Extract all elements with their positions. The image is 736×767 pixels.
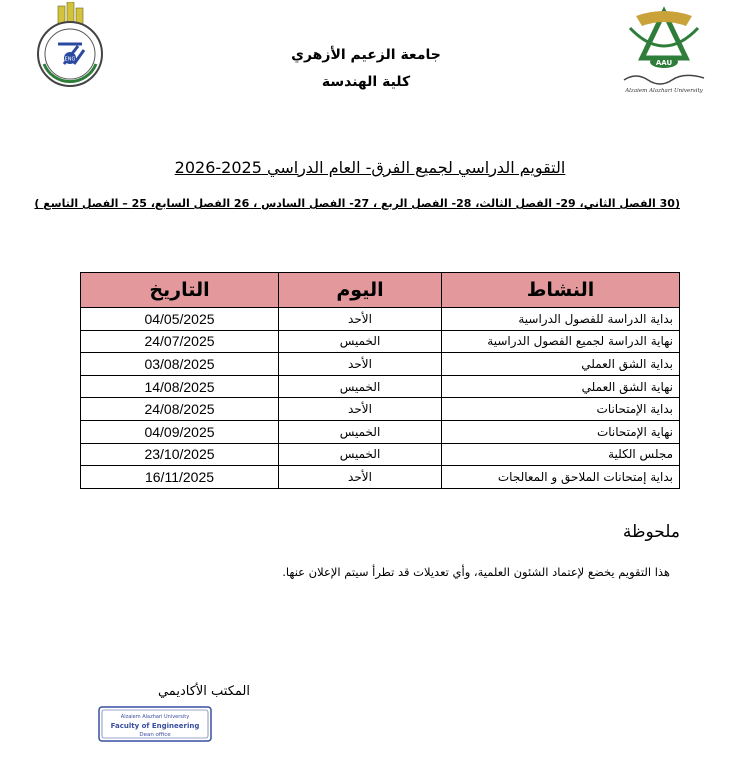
row-activity: بداية الدراسة للفصول الدراسية [442, 308, 680, 331]
row-date: 24/08/2025 [81, 398, 279, 421]
row-date: 04/05/2025 [81, 308, 279, 331]
row-day: الأحد [279, 308, 442, 331]
table-row [81, 398, 680, 421]
row-activity: مجلس الكلية [442, 443, 680, 466]
table-row [81, 330, 680, 353]
table-row [81, 353, 680, 376]
faculty-logo [34, 2, 106, 92]
university-logo [616, 6, 712, 96]
row-activity: نهاية الإمتحانات [442, 420, 680, 443]
note-title: ملحوظة [622, 522, 680, 542]
row-activity: نهاية الشق العملي [442, 375, 680, 398]
svg-text:Alzaiem Alazhari University: Alzaiem Alazhari University [625, 88, 703, 94]
row-day: الخميس [279, 330, 442, 353]
row-day: الأحد [279, 353, 442, 376]
header-day: اليوم [279, 273, 442, 308]
table-row [81, 420, 680, 443]
svg-text:Faculty of Engineering: Faculty of Engineering [110, 722, 200, 730]
svg-text:ENG: ENG [64, 56, 76, 63]
calendar-subtitle: (30 الفصل الثاني، 29- الفصل الثالث، 28- الفصل الربع ، 27- الفصل السادس ، 26 الفصل السابع، 25 – الفصل التاسع ) [34, 197, 680, 210]
schedule-table [80, 272, 680, 489]
row-activity: بداية الشق العملي [442, 353, 680, 376]
row-activity: بداية الإمتحانات [442, 398, 680, 421]
header-activity: النشاط [442, 273, 680, 308]
calendar-title: التقويم الدراسي لجميع الفرق- العام الدراسي 2025-2026 [174, 158, 566, 177]
row-date: 04/09/2025 [81, 420, 279, 443]
row-day: الخميس [279, 375, 442, 398]
table-row [81, 466, 680, 489]
table-header-row [81, 273, 680, 308]
row-day: الأحد [279, 398, 442, 421]
header-date: التاريخ [81, 273, 279, 308]
row-activity: نهاية الدراسة لجميع الفصول الدراسية [442, 330, 680, 353]
row-date: 23/10/2025 [81, 443, 279, 466]
row-date: 16/11/2025 [81, 466, 279, 489]
row-activity: بداية إمتحانات الملاحق و المعالجات [442, 466, 680, 489]
dean-office-stamp [98, 706, 212, 742]
table-row [81, 375, 680, 398]
row-date: 14/08/2025 [81, 375, 279, 398]
university-name: جامعة الزعيم الأزهري [291, 47, 441, 63]
table-row [81, 443, 680, 466]
row-date: 24/07/2025 [81, 330, 279, 353]
academic-office-signature: المكتب الأكاديمي [157, 684, 250, 699]
faculty-name: كلية الهندسة [321, 74, 411, 90]
row-day: الخميس [279, 443, 442, 466]
svg-text:AAU: AAU [655, 59, 673, 67]
note-text: هذا التقويم يخضع لإعتماد الشئون العلمية، وأي تعديلات قد تطرأ سيتم الإعلان عنها. [282, 565, 670, 579]
row-date: 03/08/2025 [81, 353, 279, 376]
svg-text:Dean office: Dean office [139, 732, 171, 738]
svg-text:Alzaiem Alazhari University: Alzaiem Alazhari University [120, 714, 190, 720]
table-row [81, 308, 680, 331]
row-day: الأحد [279, 466, 442, 489]
row-day: الخميس [279, 420, 442, 443]
